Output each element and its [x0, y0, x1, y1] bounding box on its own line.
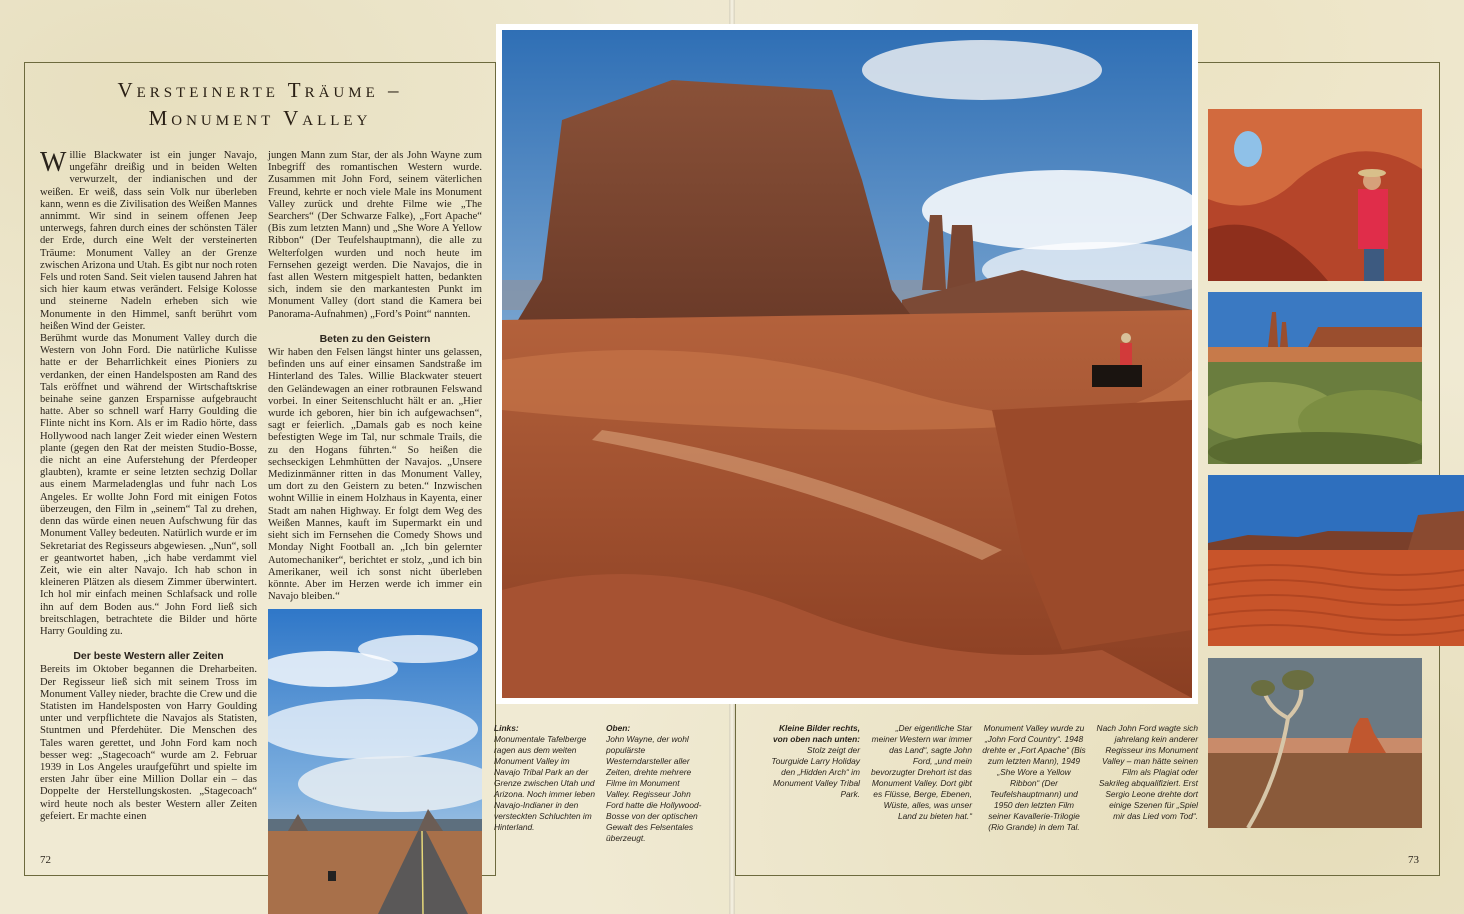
photo-totem-pole-desert — [1208, 292, 1422, 464]
photo-monument-valley-main — [496, 24, 1198, 704]
page-number-left: 72 — [40, 854, 51, 866]
page-number-right: 73 — [1408, 854, 1419, 866]
title-line-2: Monument Valley — [148, 106, 372, 130]
paragraph: Bereits im Oktober begannen die Dreharbeiten. Der Regisseur ließ sich mit seinem Tross im Monument Valley nieder, brachte die Crew und die Statisten im Handelsposten von Harry Goulding unter und verpflichtete die Navajos als Statisten, Stuntmen und Pferdehüter. Die Menschen des Tales waren gerettet, und John Ford kam noch besser weg: „Stagecoach“ wurde am 2. Februar 1939 in Los Angeles uraufgeführt und spielte im ersten Jahr über eine Million Dollar ein – das Doppelte der Herstellungskosten. „Stagecoach“ wird heute noch als bester Western aller Zeiten gefeiert. Er machte einen — [40, 664, 257, 822]
title-line-1: Versteinerte Träume – — [117, 78, 403, 102]
text-column-2 — [268, 150, 482, 603]
caption-leone: Nach John Ford wagte sich jahrelang kein anderer Regisseur ins Monument Valley – man hätte seinen Film als Plagiat oder Sakrileg abqualifiziert. Erst Sergio Leone drehte dort einige Szenen für „Spiel mir das Lied vom Tod“. — [1096, 723, 1198, 821]
paragraph: Wir haben den Felsen längst hinter uns gelassen, befinden uns auf einer einsamen Sandstraße im Hinterland des Tales. Willie Blackwater steuert den Geländewagen an einer rotbraunen Felswand vorbei. In einer Seitenschlucht hält er an. „Hier wurde ich geboren, hier bin ich aufgewachsen“, sagt er feierlich. „Damals gab es noch keine befestigten Wege im Tal, nur schmale Trails, die zu den Hogans führten.“ So heißen die sechseckigen Lehmhütten der Navajos. „Unsere Medizinmänner ritten in das Monument Valley, um dort zu den Geistern zu beten.“ Inzwischen wohnt Willie in einem Holzhaus in Kayenta, einer Stadt am nahen Highway. Er folgt dem Weg des Weißen Mannes, kauft im Supermarkt ein und sieht sich im Fernsehen die Comedy Shows und Monday Night Football an. „Ich bin gelernter Automechaniker“, berichtet er stolz, „und ich bin Amerikaner, weil ich sonst nicht überleben könnte. Aber im Herzen werde ich immer ein Navajo bleiben.“ — [268, 347, 482, 603]
caption-left: Links: Monumentale Tafelberge ragen aus dem weiten Monument Valley im Navajo Tribal Park an der Grenze zwischen Utah und Arizona. Noch immer leben Navajo-Indianer in den versteckten Schluchten im Hinterland. — [494, 723, 596, 832]
drop-cap: W — [40, 147, 67, 178]
photo-juniper-tree-butte — [1208, 658, 1422, 828]
subheading: Beten zu den Geistern — [319, 332, 431, 345]
photo-red-sand-dunes — [1208, 475, 1464, 646]
article-title — [30, 76, 490, 132]
caption-small-head: Kleine Bilder rechts, von oben nach unten: — [772, 723, 860, 744]
paragraph-intro: Willie Blackwater ist ein junger Navajo, ungefähr dreißig und in beiden Welten verwurzelt, der indianischen und der weißen. Er weiß, dass sein Volk nur überleben kann, wenn es die Zivilisation des Weißen Mannes annimmt. Wir sind in seinem offenen Jeep unterwegs, fahren durch eines der schönsten Täler der Erde, durch eine Welt der versteinerten Träume: Monument Valley an der Grenze zwischen Arizona und Utah. Es gibt nur noch roten Fels und roten Sand. Seit vielen tausend Jahren hat sich hier kaum etwas verändert. Felsige Kolosse und steinerne Nadeln erheben sich wie Monumente in den Himmel, sanft berührt vom heißen Wind der Geister. — [40, 147, 257, 332]
caption-top-head: Oben: — [606, 723, 631, 733]
caption-quote: „Der eigentliche Star meiner Western war immer das Land“, sagte John Ford, „und mein bevorzugter Drehort ist das Monument Valley. Dort gibt es Flüsse, Berge, Ebenen, Wüste, alles, was unser Land zu bieten hat.“ — [870, 723, 972, 821]
photo-hidden-arch-guide — [1208, 109, 1422, 281]
caption-top: Oben: John Wayne, der wohl populärste Westerndarsteller aller Zeiten, drehte mehrere Filme im Monument Valley. Regisseur John Ford hatte die Hollywood-Bosse von der optischen Gewalt des Felsentales überzeugt. — [606, 723, 702, 843]
caption-films: Monument Valley wurde zu „John Ford Country“. 1948 drehte er „Fort Apache“ (Bis zum letzten Mann), 1949 „She Wore a Yellow Ribbon“ (Der Teufelshauptmann) und 1950 den letzten Film seiner Kavallerie-Trilogie (Rio Grande) in dem Tal. — [982, 723, 1086, 832]
paragraph: Berühmt wurde das Monument Valley durch die Western von John Ford. Die natürliche Kulisse hatte er der Beharrlichkeit eines Pioniers zu verdanken, der einen Handelsposten am Rand des Tals eröffnet und während der Wirtschaftskrise beinahe seine ganzen Ersparnisse aufgebraucht hatte. Aber so schnell warf Harry Goulding die Flinte nicht ins Korn. Als er im Radio hörte, dass Hollywood nach langer Zeit wieder einen Western plante (gegen den Rat der meisten Studio-Bosse, die nicht an eine Auferstehung der Pferdeoper glaubten), kramte er seine letzten sechzig Dollar aus einem Marmeladenglas und fuhr nach Los Angeles. Er wollte John Ford mit einigen Fotos überzeugen, den Film in „seinem“ Tal zu drehen, denn das würde einen neuen Aufschwung für das Monument Valley bedeuten. Natürlich wurde er im Sekretariat des Regisseurs abgewiesen. „Nun“, soll er geantwortet haben, „ich habe verdammt viel Zeit, wie ein alter Navajo. Ich hab schon in kleineren Plätzen als diesem Zimmer überwintert. Ich hol mir einfach meinen Schlafsack und rolle ihn auf dem Boden aus.“ John Ford ließ sich breitschlagen, betrachtete die Bilder und hörte Harry Goulding zu. — [40, 333, 257, 637]
subheading: Der beste Western aller Zeiten — [73, 650, 224, 663]
photo-road-monument-valley — [268, 609, 482, 914]
text-column-1 — [40, 147, 257, 823]
paragraph: jungen Mann zum Star, der als John Wayne zum Inbegriff des romantischen Western wurde. Zusammen mit John Ford, seinem väterlichen Freund, kehrte er noch viele Male ins Monument Valley zurück und drehte Filme wie „The Searchers“ (Der Schwarze Falke), „Fort Apache“ (Bis zum letzten Mann) und „She Wore A Yellow Ribbon“ (Der Teufelshauptmann), die alle zu Welterfolgen wurden und noch heute im Fernsehen gezeigt werden. Die Navajos, die in fast allen Western mitgespielt hatten, bedankten sich, indem sie den markantesten Punkt im Monument Valley (dort stand die Kamera bei Panorama-Aufnahmen) „Ford’s Point“ nannten. — [268, 150, 482, 320]
caption-small-images: Kleine Bilder rechts, von oben nach unten: Stolz zeigt der Tourguide Larry Holiday den „Hidden Arch“ im Monument Valley Tribal Park. — [771, 723, 860, 799]
caption-left-head: Links: — [494, 723, 519, 733]
